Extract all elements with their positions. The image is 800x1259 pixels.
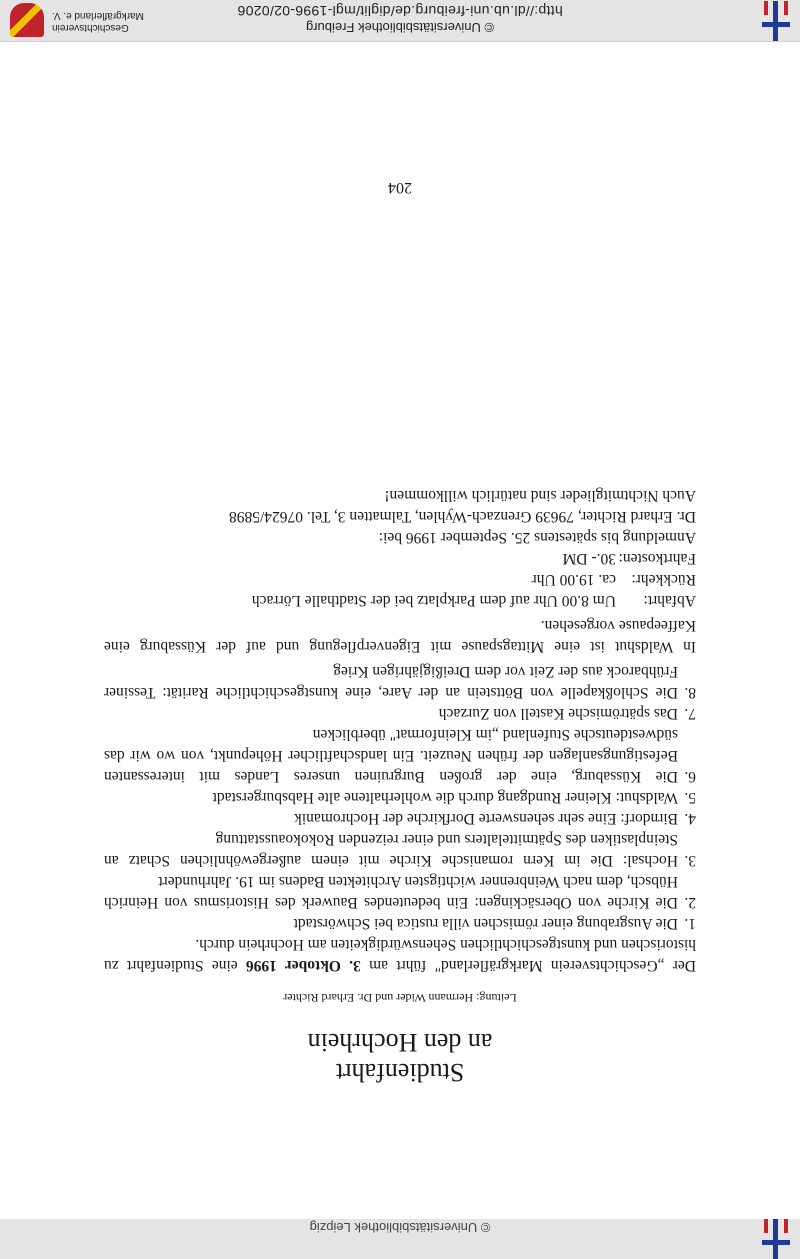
fahrtkosten-label: Fahrtkosten:: [618, 550, 696, 567]
stop-text: Die Ausgrabung einer römischen villa rustica bei Schwörstadt: [293, 915, 678, 932]
society-name-line1: Geschichtsverein: [52, 22, 129, 33]
stop-item: [104, 703, 696, 724]
stop-number: 4.: [684, 810, 696, 827]
intro-before: Der „Geschichtsverein Markgräflerland" führt am: [360, 957, 696, 974]
stop-item: [104, 724, 696, 787]
article-title: [104, 1027, 696, 1087]
intro-paragraph: [104, 934, 696, 976]
stop-number: 5.: [684, 789, 696, 806]
header-library-line: © Universitätsbibliothek Leipzig: [309, 1220, 491, 1235]
stop-number: 2.: [684, 894, 696, 911]
pause-paragraph: In Waldshut ist eine Mittagspause mit Eigenverpflegung und auf der Küssaburg eine Kaffeepause vorgesehen.: [104, 617, 696, 655]
stop-text: Hochsal: Die im Kern romanische Kirche mit einem außergewöhnlichen Schatz an Steinplastiken des Spätmittelalters und einer reizenden Rokokoausstattung: [104, 831, 678, 869]
article-title-line2: an den Hochrhein: [307, 1028, 493, 1057]
stop-number: 7.: [684, 705, 696, 722]
article-title-line1: Studienfahrt: [335, 1058, 465, 1087]
intro-date: 3. Oktober 1996: [245, 957, 361, 974]
stop-number: 8.: [684, 684, 696, 701]
trip-info: [104, 548, 696, 611]
stop-item: [104, 661, 696, 703]
stop-list: [104, 661, 696, 934]
rueckkehr-row: [104, 569, 696, 590]
closing-block: [104, 485, 696, 548]
stop-text: Waldshut: Kleiner Rundgang durch die wohlerhaltene alte Habsburgerstadt: [212, 789, 678, 806]
stop-number: 3.: [684, 852, 696, 869]
stop-text: Die Kirche von Obersäckingen: Ein bedeutendes Bauwerk des Historismus von Heinrich Hübsch, dem nach Weinbrenner wichtigsten Architekten Badens im 19. Jahrhundert: [104, 873, 678, 911]
stop-number: 1.: [684, 915, 696, 932]
abfahrt-value: Um 8.00 Uhr auf dem Parkplatz bei der Stadthalle Lörrach: [251, 592, 616, 609]
stop-number: 6.: [684, 768, 696, 785]
rueckkehr-label: Rückkehr:: [631, 571, 696, 588]
anmeldung-line: Anmeldung bis spätestens 25. September 1996 bei:: [378, 529, 696, 546]
stop-item: [104, 829, 696, 871]
page-number: 204: [388, 179, 412, 196]
fahrtkosten-row: [104, 548, 696, 569]
abfahrt-label: Abfahrt:: [643, 592, 696, 609]
footer-copyright: © Universitätsbibliothek Freiburg: [305, 20, 495, 35]
society-name-line2: Markgräflerland e. V.: [52, 10, 144, 21]
article-leitung: Leitung: Hermann Wider und Dr. Erhard Richter: [283, 991, 517, 1005]
abfahrt-row: [104, 590, 696, 611]
stop-text: Die Küssaburg, eine der großen Burgruinen unseres Landes mit interessanten Befestigungsanlagen der frühen Neuzeit. Ein landschaftlicher Höhepunkt, von wo wir das südwestdeutsche Stufenland „im Kleinformat" überblicken: [104, 726, 678, 785]
stop-item: [104, 913, 696, 934]
stop-text: Das spätrömische Kastell von Zurzach: [438, 705, 678, 722]
document-page: [104, 485, 696, 1211]
footer-url[interactable]: http://dl.ub.uni-freiburg.de/diglit/mgl-1996-02/0206: [237, 3, 563, 19]
nichtmitglieder-line: Auch Nichtmitglieder sind natürlich willkommen!: [384, 487, 696, 504]
stop-item: [104, 871, 696, 913]
fahrtkosten-value: 30.- DM: [562, 550, 616, 567]
stop-item: [104, 787, 696, 808]
intro-after: eine Studienfahrt zu historischen und kunstgeschichtlichen Sehenswürdigkeiten am Hochrhein durch.: [104, 936, 696, 974]
society-name: [52, 9, 144, 33]
viewer-footer-bar: [0, 0, 800, 42]
stop-text: Die Schloßkapelle von Böttstein an der Aare, eine kunstgeschichtliche Rarität: Tessiner Frühbarock aus der Zeit vor dem Dreißigjährigen Krieg: [104, 663, 678, 701]
coat-of-arms-icon: [10, 3, 44, 37]
contact-line: Dr. Erhard Richter, 79639 Grenzach-Wyhlen, Talmatten 3, Tel. 07624/5898: [228, 508, 696, 525]
society-logo: [10, 1, 160, 37]
rueckkehr-value: ca. 19.00 Uhr: [531, 571, 616, 588]
viewer-header-bar: [0, 1219, 800, 1259]
stop-item: [104, 808, 696, 829]
stop-text: Birndorf: Eine sehr sehenswerte Dorfkirche der Hochromanik: [294, 810, 678, 827]
